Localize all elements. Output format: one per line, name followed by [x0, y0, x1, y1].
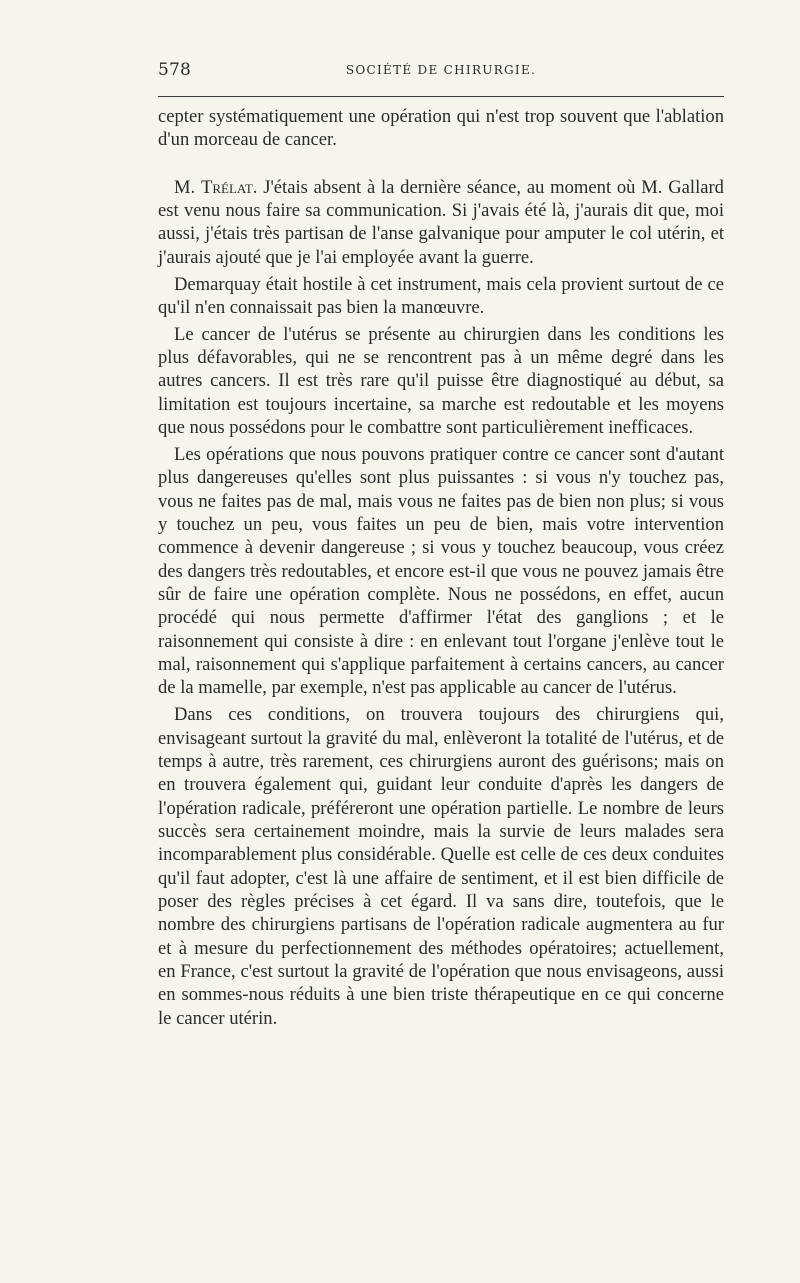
- speaker-name: Trélat: [200, 176, 253, 198]
- page-header: [158, 60, 724, 84]
- paragraph-trelat-intro: [158, 176, 724, 269]
- paragraph-demarquay: Demarquay était hostile à cet instrument, mais cela provient surtout de ce qu'il n'en connaissait pas bien la manœuvre.: [158, 273, 724, 318]
- speaker-prefix: M.: [174, 176, 201, 198]
- running-title: SOCIÉTÉ DE CHIRURGIE.: [345, 63, 537, 77]
- paragraph-conclusion: Dans ces conditions, on trouvera toujours des chirurgiens qui, envisageant surtout la gravité du mal, enlèveront la totalité de l'utérus, et de temps à autre, très rarement, ces chirurgiens auront des guérisons; mais on en trouvera également qui, guidant leur conduite d'après les dangers de l'opération radicale, préféreront une opération partielle. Le nombre de leurs succès sera certainement moindre, mais la survie de leurs malades sera incomparablement plus considérable. Quelle est celle de ces deux conduites qu'il faut adopter, c'est là une affaire de sentiment, et il est bien difficile de poser des règles précises à cet égard. Il va sans dire, toutefois, que le nombre des chirurgiens partisans de l'opération radicale augmentera au fur et à mesure du perfectionnement des méthodes opératoires; actuellement, en France, c'est surtout la gravité de l'opération que nous envisageons, aussi en sommes-nous réduits à une bien triste thérapeutique en ce qui concerne le cancer utérin.: [158, 704, 724, 1029]
- paragraph-continuation: cepter systématiquement une opération qui n'est trop souvent que l'ablation d'un morceau de cancer.: [158, 106, 724, 151]
- body-text: [158, 105, 724, 1034]
- header-rule: [158, 96, 724, 97]
- page-number: 578: [158, 60, 192, 80]
- paragraph-text: . J'étais absent à la dernière séance, au moment où M. Gallard est venu nous faire sa communication. Si j'avais été là, j'aurais dit que, moi aussi, j'étais très partisan de l'anse galvanique pour amputer le col utérin, et j'aurais ajouté que je l'ai employée avant la guerre.: [158, 176, 724, 268]
- paragraph-cancer-conditions: Le cancer de l'utérus se présente au chirurgien dans les conditions les plus défavorables, qui ne se rencontrent pas à un même degré dans les autres cancers. Il est très rare qu'il puisse être diagnostiqué au début, sa limitation est toujours incertaine, sa marche est redoutable et les moyens que nous possédons pour le combattre sont particulièrement inefficaces.: [158, 323, 724, 439]
- paragraph-operations: Les opérations que nous pouvons pratiquer contre ce cancer sont d'autant plus dangereuses qu'elles sont plus puissantes : si vous n'y touchez pas, vous ne faites pas de mal, mais vous ne faites pas de bien non plus; si vous y touchez un peu, vous faites un peu de bien, mais votre intervention commence à devenir dangereuse ; si vous y touchez beaucoup, vous créez des dangers très redoutables, et encore est-il que vous ne pouvez jamais être sûr de faire une opération complète. Nous ne possédons, en effet, aucun procédé qui nous permette d'affirmer l'état des ganglions ; et le raisonnement qui consiste à dire : en enlevant tout l'organe j'enlève tout le mal, raisonnement qui s'applique parfaitement à certains cancers, au cancer de la mamelle, par exemple, n'est pas applicable au cancer de l'utérus.: [158, 443, 724, 699]
